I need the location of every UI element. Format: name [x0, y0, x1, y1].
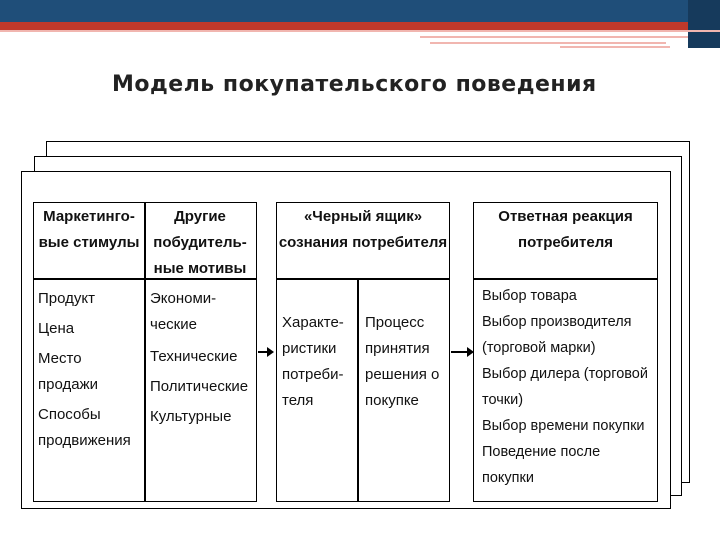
list-item: продвижения — [38, 432, 131, 449]
list-item: принятия — [365, 340, 430, 357]
list-item: Выбор производителя — [482, 314, 632, 330]
flow-arrow — [451, 351, 468, 353]
consumer-traits-list — [282, 310, 356, 414]
list-item: Характе- — [282, 314, 344, 331]
flow-arrow — [258, 351, 268, 353]
response-header: Ответная реакция потребителя — [498, 208, 633, 251]
decision-process-list — [365, 310, 447, 414]
other-motives-list — [150, 286, 254, 430]
list-item: Место — [38, 350, 82, 367]
list-item: Технические — [150, 348, 238, 365]
corner-block — [688, 0, 720, 48]
marketing-stimuli-list — [38, 286, 142, 454]
black-box-header: «Черный ящик» сознания потребителя — [278, 208, 448, 251]
list-item: решения о — [365, 366, 440, 383]
list-item: Выбор товара — [482, 288, 577, 304]
list-item: теля — [282, 392, 314, 409]
list-item: Продукт — [38, 290, 95, 307]
top-band — [0, 0, 720, 22]
list-item: продажи — [38, 376, 98, 393]
list-item: Цена — [38, 320, 75, 337]
page-title: Модель покупательского поведения — [112, 72, 597, 97]
list-item: Поведение после — [482, 444, 601, 460]
stripe — [0, 30, 720, 32]
list-item: Культурные — [150, 408, 232, 425]
stripe — [420, 36, 688, 38]
other-motives-header: Другие побудитель- ные мотивы — [153, 208, 247, 277]
list-item: точки) — [482, 392, 524, 408]
list-item: Выбор времени покупки — [482, 418, 645, 434]
list-item: ристики — [282, 340, 337, 357]
list-item: покупке — [365, 392, 419, 409]
list-item: покупки — [482, 470, 534, 486]
list-item: Выбор дилера (торговой — [482, 366, 648, 382]
list-item: Процесс — [365, 314, 425, 331]
divider — [276, 278, 450, 280]
response-list — [482, 283, 656, 491]
red-band — [0, 22, 720, 30]
marketing-stimuli-header: Маркетинго- вые стимулы — [38, 208, 140, 251]
list-item: (торговой марки) — [482, 340, 596, 356]
stripe — [560, 46, 670, 48]
list-item: Экономи- — [150, 290, 217, 307]
stripe — [430, 42, 666, 44]
list-item: потреби- — [282, 366, 344, 383]
list-item: Способы — [38, 406, 101, 423]
list-item: Политические — [150, 378, 249, 395]
divider — [357, 278, 359, 501]
divider — [473, 278, 658, 280]
list-item: ческие — [150, 316, 197, 333]
